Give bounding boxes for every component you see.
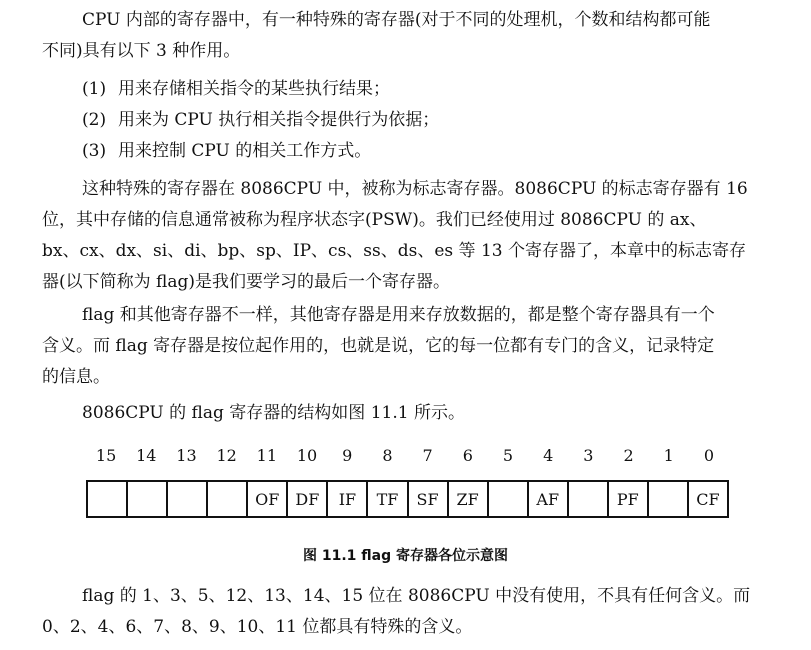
text-line: CPU 内部的寄存器中，有一种特殊的寄存器(对于不同的处理机，个数和结构都可能	[82, 10, 711, 30]
register-bit-cell: DF	[286, 482, 326, 516]
text-line: bx、cx、dx、si、di、bp、sp、IP、cs、ss、ds、es 等 13 个寄存器了，本章中的标志寄存	[42, 241, 746, 261]
bit-number: 2	[623, 446, 634, 465]
text-line: 的信息。	[42, 367, 110, 387]
paragraph-flag-register	[42, 174, 769, 298]
register-bit-cell: OF	[246, 482, 286, 516]
bit-number: 3	[583, 446, 594, 465]
register-bit-cell	[206, 482, 246, 516]
bit-number: 7	[422, 446, 433, 465]
text-line: 8086CPU 的 flag 寄存器的结构如图 11.1 所示。	[82, 403, 465, 423]
register-bit-cell: CF	[687, 482, 727, 516]
register-bit-cell: PF	[607, 482, 647, 516]
list-item	[82, 136, 439, 167]
bit-number: 5	[502, 446, 514, 465]
register-bit-cell: AF	[527, 482, 567, 516]
text-line: 器(以下简称为 flag)是我们要学习的最后一个寄存器。	[42, 272, 451, 292]
bit-number: 4	[543, 446, 554, 465]
bit-number-row	[86, 446, 729, 468]
list-item	[82, 105, 439, 136]
figure-caption: 图 11.1 flag 寄存器各位示意图	[302, 548, 508, 564]
register-bit-cell: IF	[326, 482, 366, 516]
bit-number: 8	[382, 446, 393, 465]
list-number: (2)	[82, 110, 107, 130]
list-text: 用来存储相关指令的某些执行结果；	[118, 79, 390, 99]
register-bit-cell	[166, 482, 206, 516]
list-item	[82, 74, 439, 105]
text-line: 含义。而 flag 寄存器是按位起作用的，也就是说，它的每一位都有专门的含义，记录特定	[42, 336, 715, 356]
bit-number: 13	[176, 446, 197, 465]
paragraph-intro	[42, 5, 769, 67]
register-bit-cell	[567, 482, 607, 516]
text-line: 0、2、4、6、7、8、9、10、11 位都具有特殊的含义。	[42, 617, 473, 637]
register-bit-cell: SF	[407, 482, 447, 516]
flag-register-diagram	[86, 480, 729, 518]
register-bit-cell	[647, 482, 687, 516]
list-text: 用来为 CPU 执行相关指令提供行为依据；	[118, 110, 440, 130]
bit-number: 11	[256, 446, 278, 465]
bit-number: 10	[296, 446, 318, 465]
register-bit-cell: TF	[366, 482, 406, 516]
paragraph-unused-bits	[42, 581, 769, 643]
bit-number: 14	[136, 446, 157, 465]
text-line: 位，其中存储的信息通常被称为程序状态字(PSW)。我们已经使用过 8086CPU 的 ax、	[42, 210, 707, 230]
bit-number: 12	[216, 446, 237, 465]
paragraph-figure-intro	[42, 398, 769, 429]
function-list	[82, 74, 439, 167]
register-bit-cell: ZF	[447, 482, 487, 516]
bit-number: 15	[95, 446, 117, 465]
text-line: flag 和其他寄存器不一样，其他寄存器是用来存放数据的，都是整个寄存器具有一个	[82, 305, 715, 325]
bit-number: 0	[703, 446, 714, 465]
list-number: (3)	[82, 141, 107, 161]
text-line: flag 的 1、3、5、12、13、14、15 位在 8086CPU 中没有使用，不具有任何含义。而	[82, 586, 751, 606]
paragraph-flag-bits	[42, 300, 769, 393]
list-number: (1)	[82, 79, 107, 99]
register-bit-cell	[487, 482, 527, 516]
register-bit-cell	[88, 482, 126, 516]
register-bit-cell	[126, 482, 166, 516]
bit-number: 9	[342, 446, 353, 465]
text-line: 不同)具有以下 3 种作用。	[42, 41, 241, 61]
bit-number: 6	[462, 446, 473, 465]
bit-number: 1	[663, 446, 674, 465]
text-line: 这种特殊的寄存器在 8086CPU 中，被称为标志寄存器。8086CPU 的标志寄存器有 16	[82, 179, 748, 199]
list-text: 用来控制 CPU 的相关工作方式。	[118, 141, 372, 161]
